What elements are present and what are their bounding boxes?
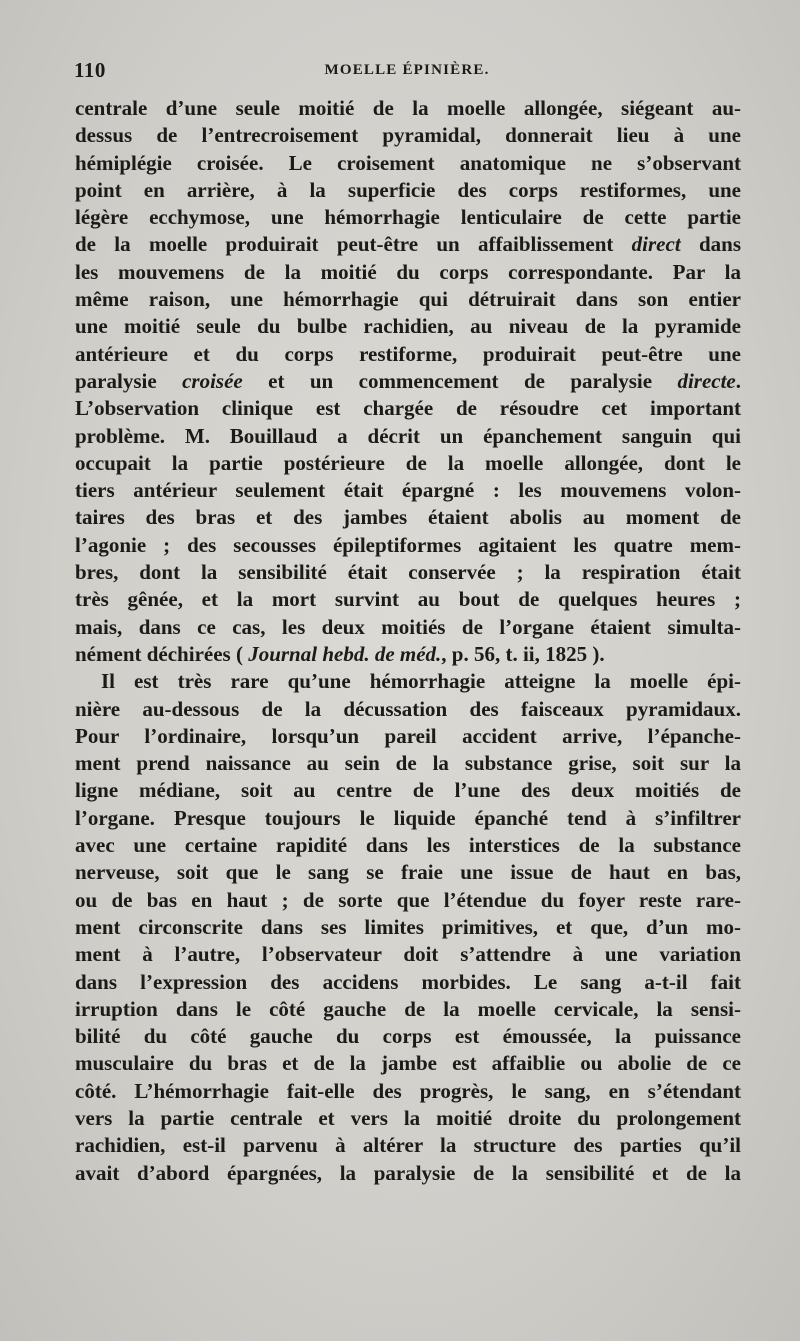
text-line: nière au-dessous de la décussation des faisceaux pyramidaux. bbox=[75, 696, 741, 721]
text-line: même raison, une hémorrhagie qui détruirait dans son entier bbox=[75, 287, 741, 312]
page-number: 110 bbox=[74, 58, 106, 82]
italic-text: directe bbox=[677, 368, 736, 393]
text-line: problème. M. Bouillaud a décrit un épanchement sanguin qui bbox=[75, 423, 741, 448]
text-line: ligne médiane, soit au centre de l’une des deux moitiés de bbox=[75, 778, 741, 803]
text-line: rachidien, est-il parvenu à altérer la structure des parties qu’il bbox=[75, 1133, 741, 1158]
text-line: l’agonie ; des secousses épileptiformes agitaient les quatre mem- bbox=[75, 532, 741, 557]
text-line: l’organe. Presque toujours le liquide épanché tend à s’infiltrer bbox=[75, 805, 741, 830]
text-line: côté. L’hémorrhagie fait-elle des progrès, le sang, en s’étendant bbox=[75, 1078, 741, 1103]
text-line: ment prend naissance au sein de la substance grise, soit sur la bbox=[75, 751, 741, 776]
text-line: de la moelle produirait peut-être un affaiblissement direct dans bbox=[75, 232, 741, 257]
text-line: musculaire du bras et de la jambe est affaiblie ou abolie de ce bbox=[75, 1051, 741, 1076]
text-line: avait d’abord épargnées, la paralysie de la sensibilité et de la bbox=[75, 1160, 741, 1185]
text-line: légère ecchymose, une hémorrhagie lenticulaire de cette partie bbox=[75, 205, 741, 230]
text-line: nément déchirées ( Journal hebd. de méd., p. 56, t. ii, 1825 ). bbox=[75, 641, 605, 666]
text-line: tiers antérieur seulement était épargné : les mouvemens volon- bbox=[75, 478, 741, 503]
text-line: très gênée, et la mort survint au bout de quelques heures ; bbox=[75, 587, 741, 612]
italic-text: croisée bbox=[182, 368, 243, 393]
running-title: MOELLE ÉPINIÈRE. bbox=[324, 62, 490, 78]
text-line: bilité du côté gauche du corps est émoussée, la puissance bbox=[75, 1024, 741, 1049]
italic-text: direct bbox=[631, 232, 681, 257]
text-line: vers la partie centrale et vers la moitié droite du prolongement bbox=[75, 1105, 741, 1130]
text-line: antérieure et du corps restiforme, produirait peut-être une bbox=[75, 341, 741, 366]
text-line: une moitié seule du bulbe rachidien, au niveau de la pyramide bbox=[75, 314, 741, 339]
text-line: centrale d’une seule moitié de la moelle allongée, siégeant au- bbox=[75, 96, 741, 120]
text-line: ou de bas en haut ; de sorte que l’étendue du foyer reste rare- bbox=[75, 887, 741, 912]
italic-citation: Journal hebd. de méd. bbox=[248, 641, 442, 666]
text-line: occupait la partie postérieure de la moelle allongée, dont le bbox=[75, 450, 741, 475]
text-line: dessus de l’entrecroisement pyramidal, donnerait lieu à une bbox=[75, 123, 741, 148]
text-line: dans l’expression des accidens morbides. Le sang a-t-il fait bbox=[75, 969, 741, 994]
text-line: nerveuse, soit que le sang se fraie une issue de haut en bas, bbox=[75, 860, 741, 885]
text-line: taires des bras et des jambes étaient abolis au moment de bbox=[75, 505, 741, 530]
body-text bbox=[75, 95, 741, 1187]
running-head bbox=[74, 58, 740, 88]
text-line: ment à l’autre, l’observateur doit s’attendre à une variation bbox=[75, 942, 741, 967]
text-line: L’observation clinique est chargée de résoudre cet important bbox=[75, 396, 741, 421]
text-line: paralysie croisée et un commencement de paralysie directe. bbox=[75, 368, 741, 393]
text-line: irruption dans le côté gauche de la moelle cervicale, la sensi- bbox=[75, 996, 741, 1021]
text-line: hémiplégie croisée. Le croisement anatomique ne s’observant bbox=[75, 150, 741, 175]
text-line: Il est très rare qu’une hémorrhagie atteigne la moelle épi- bbox=[101, 669, 741, 694]
text-line: mais, dans ce cas, les deux moitiés de l’organe étaient simulta- bbox=[75, 614, 741, 639]
text-line: avec une certaine rapidité dans les interstices de la substance bbox=[75, 833, 741, 858]
text-line: ment circonscrite dans ses limites primitives, et que, d’un mo- bbox=[75, 914, 741, 939]
text-line: bres, dont la sensibilité était conservée ; la respiration était bbox=[75, 560, 741, 585]
text-line: Pour l’ordinaire, lorsqu’un pareil accident arrive, l’épanche- bbox=[75, 723, 741, 748]
text-line: les mouvemens de la moitié du corps correspondante. Par la bbox=[75, 259, 741, 284]
text-line: point en arrière, à la superficie des corps restiformes, une bbox=[75, 177, 741, 202]
